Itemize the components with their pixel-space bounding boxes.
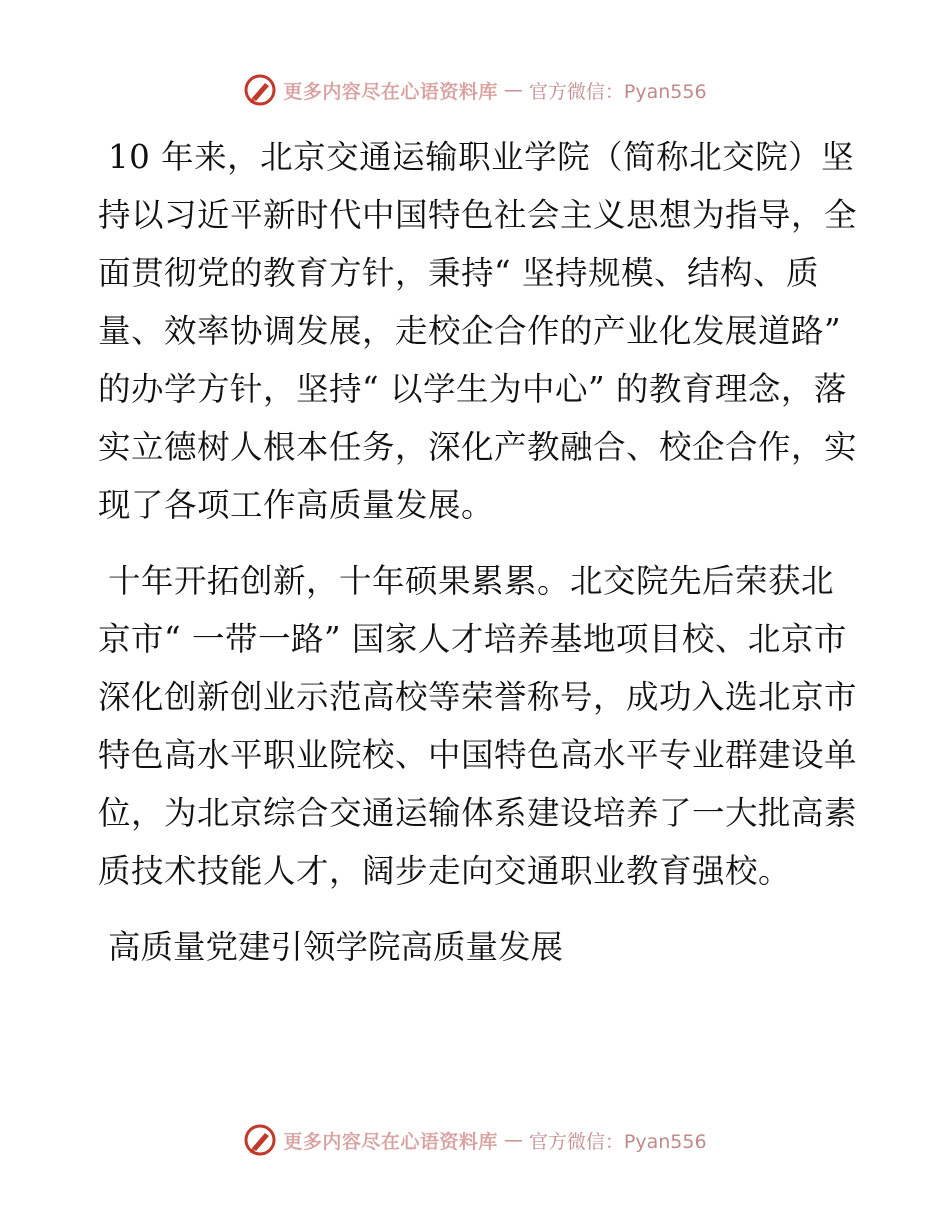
watermark-wechat-text: 官方微信：Pyan556 [528, 1130, 707, 1153]
paragraph-intro: 10 年来，北京交通运输职业学院（简称北交院）坚持以习近平新时代中国特色社会主义思想为指导，全面贯彻党的教育方针，秉持“ 坚持规模、结构、质量、效率协调发展，走校企合作的产业化发展道路” 的办学方针，坚持“ 以学生为中心” 的教育理念，落实立德树人根本任务，深化产教融合、校企合作，实现了各项工作高质量发展。 [98, 138, 858, 524]
paragraph-achievements: 十年开拓创新，十年硕果累累。北交院先后荣获北京市“ 一带一路” 国家人才培养基地项目校、北京市深化创新创业示范高校等荣誉称号，成功入选北京市特色高水平职业院校、中国特色高水平专业群建设单位，为北京综合交通运输体系建设培养了一大批高素质技术技能人才，阔步走向交通职业教育强校。 [98, 562, 858, 890]
pen-circle-logo-icon [243, 1123, 277, 1157]
header-watermark-banner [0, 70, 950, 110]
watermark-separator: — [503, 1129, 523, 1151]
watermark-wechat-text: 官方微信：Pyan556 [528, 80, 707, 103]
pen-circle-logo-icon [243, 73, 277, 107]
watermark-separator: — [503, 79, 523, 101]
footer-watermark-banner [0, 1120, 950, 1160]
document-body [98, 128, 858, 976]
watermark-brand-text: 更多内容尽在心语资料库 [283, 80, 498, 103]
section-heading: 高质量党建引领学院高质量发展 [108, 928, 564, 966]
watermark-brand-text: 更多内容尽在心语资料库 [283, 1130, 498, 1153]
